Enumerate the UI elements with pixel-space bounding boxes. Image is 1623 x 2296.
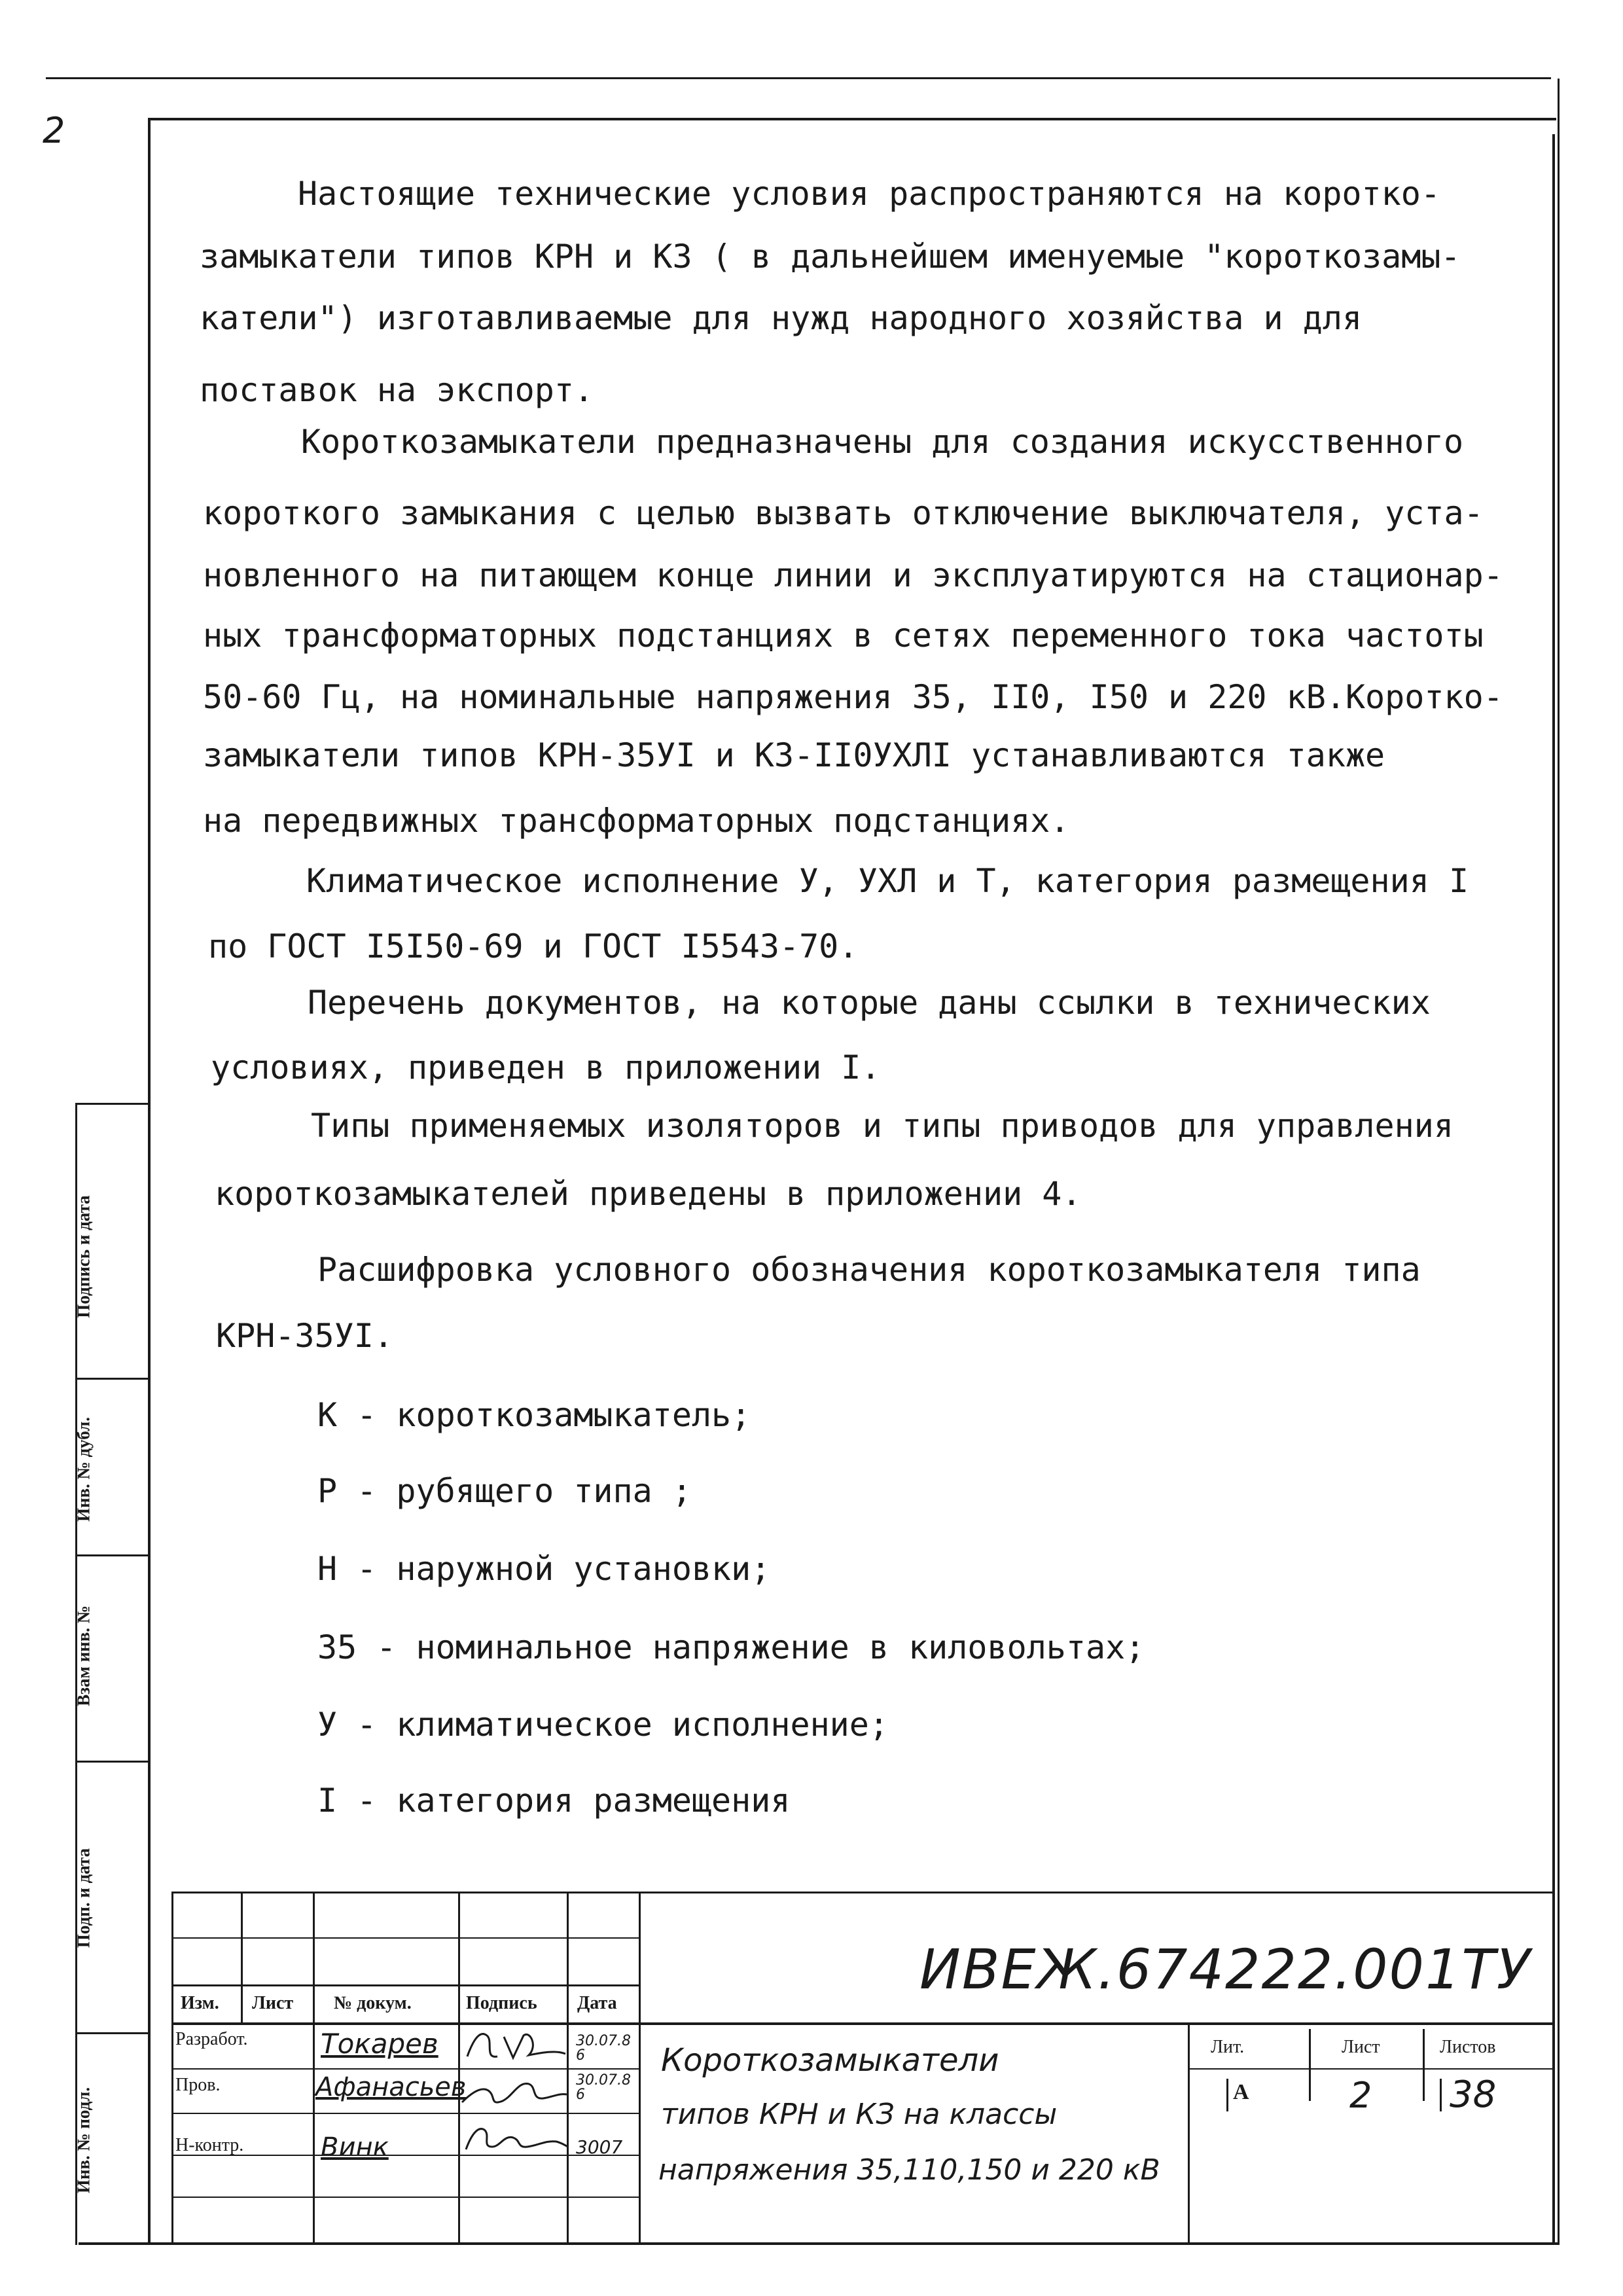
tb-row — [171, 2068, 640, 2070]
tb-sheets-value: 38 — [1450, 2073, 1497, 2116]
body-line: замыкатели типов КРН-35УI и КЗ-II0УХЛI устанавливаются также — [203, 736, 1385, 774]
body-line: катели") изготавливаемые для нужд народного хозяйства и для — [200, 299, 1363, 337]
body-line: на передвижных трансформаторных подстанциях. — [203, 802, 1070, 840]
page-marker: 2 — [43, 110, 65, 151]
frame-left — [148, 118, 151, 2245]
tb-date-norm-control: 3007 — [576, 2136, 623, 2158]
body-line: Расшифровка условного обозначения короткозамыкателя типа — [317, 1251, 1421, 1289]
body-line: Перечень документов, на которые даны ссылки в технических — [308, 984, 1431, 1022]
body-line: Климатическое исполнение У, УХЛ и Т, категория размещения I — [306, 862, 1469, 900]
tb-sheets-label: Листов — [1440, 2037, 1496, 2057]
body-line: Типы применяемых изоляторов и типы приводов для управления — [311, 1107, 1454, 1145]
tb-lit-box-left — [1226, 2079, 1228, 2111]
tb-name-checker: Афанасьев — [315, 2072, 467, 2102]
top-rule-outer — [46, 77, 1551, 79]
legend-line: Р - рубящего типа ; — [317, 1472, 692, 1510]
body-line: 50-60 Гц, на номинальные напряжения 35, II0, I50 и 220 кВ.Коротко- — [203, 678, 1503, 716]
margin-divider-3 — [75, 1554, 149, 1556]
body-line: короткозамыкателей приведены в приложении 4. — [215, 1175, 1082, 1213]
legend-line: Н - наружной установки; — [317, 1550, 771, 1588]
tb-vline — [567, 1892, 569, 2244]
margin-field-sign-date: Подп. и дата — [73, 1848, 94, 1948]
tb-title-line: Короткозамыкатели — [661, 2042, 999, 2079]
body-line: по ГОСТ I5I50-69 и ГОСТ I5543-70. — [208, 927, 859, 965]
body-line: Короткозамыкатели предназначены для создания искусственного — [301, 423, 1464, 461]
tb-header-date: Дата — [577, 1993, 617, 2013]
tb-header-signature: Подпись — [466, 1993, 537, 2013]
tb-vline — [458, 1892, 460, 2244]
legend-line: К - короткозамыкатель; — [317, 1396, 751, 1434]
frame-bottom — [79, 2242, 1558, 2245]
body-line: поставок на экспорт. — [200, 371, 594, 409]
tb-title-line: напряжения 35,110,150 и 220 кВ — [658, 2153, 1160, 2187]
frame-right — [1552, 134, 1555, 2245]
margin-divider-4 — [75, 1761, 149, 1763]
tb-vline — [171, 1892, 173, 2244]
margin-field-signature-date: Подпись и дата — [73, 1195, 94, 1318]
body-line: замыкатели типов КРН и КЗ ( в дальнейшем именуемые "короткозамы- — [200, 238, 1461, 276]
tb-role-norm-control: Н-контр. — [175, 2135, 244, 2155]
tb-header-change: Изм. — [181, 1993, 219, 2013]
margin-field-orig-inv: Инв. № подл. — [73, 2087, 94, 2194]
tb-doc-code: ИВЕЖ.674222.001ТУ — [919, 1937, 1531, 2001]
tb-lit-label: Лит. — [1211, 2037, 1245, 2057]
tb-vline — [313, 1892, 315, 2244]
tb-name-developer: Токарев — [321, 2028, 438, 2060]
legend-line: 35 - номинальное напряжение в киловольтах; — [317, 1628, 1145, 1666]
body-line: КРН-35УI. — [216, 1317, 393, 1355]
margin-field-replace-inv: Взам инв. № — [73, 1605, 94, 1706]
tb-lit-row — [1188, 2068, 1554, 2070]
legend-line: I - категория размещения — [317, 1782, 791, 1820]
tb-role-developer: Разработ. — [175, 2029, 248, 2049]
tb-role-checker: Пров. — [175, 2075, 221, 2095]
body-line: новленного на питающем конце линии и эксплуатируются на стационар- — [203, 556, 1503, 594]
margin-field-dup-inv: Инв. № дубл. — [73, 1416, 94, 1522]
tb-sheet-value: 2 — [1349, 2075, 1372, 2116]
tb-vline — [1423, 2029, 1425, 2101]
tb-sheets-box-left — [1440, 2079, 1442, 2111]
margin-divider-1 — [75, 1103, 149, 1105]
legend-line: У - климатическое исполнение; — [317, 1706, 889, 1744]
tb-vline — [1188, 2022, 1190, 2244]
tb-title-line: типов КРН и КЗ на классы — [661, 2098, 1058, 2131]
tb-row — [171, 2197, 640, 2198]
tb-row — [171, 2113, 640, 2114]
body-line: условиях, приведен в приложении I. — [211, 1049, 881, 1086]
signature-checker — [458, 2070, 569, 2113]
tb-header-bottom — [171, 2022, 1554, 2025]
signature-developer — [458, 2024, 569, 2067]
tb-date-checker: 30.07.86 — [576, 2072, 631, 2103]
body-line: ных трансформаторных подстанциях в сетях переменного тока частоты — [203, 617, 1484, 655]
tb-vline — [639, 1892, 641, 2244]
signature-norm-control — [458, 2115, 569, 2159]
margin-divider-2 — [75, 1378, 149, 1380]
tb-lit-value: А — [1233, 2080, 1249, 2104]
tb-date-developer: 30.07.86 — [576, 2033, 631, 2064]
tb-header-doc-no: № докум. — [334, 1993, 412, 2013]
tb-vline — [241, 1892, 243, 2022]
tb-top — [171, 1892, 1554, 1893]
tb-vline — [1309, 2029, 1311, 2101]
frame-right-edge — [1558, 79, 1560, 2245]
tb-header-sheet: Лист — [252, 1993, 294, 2013]
margin-divider-5 — [75, 2032, 149, 2034]
frame-top — [149, 118, 1556, 120]
body-line: короткого замыкания с целью вызвать отключение выключателя, уста- — [203, 494, 1484, 532]
tb-sheet-label: Лист — [1342, 2037, 1380, 2057]
body-line: Настоящие технические условия распространяются на коротко- — [298, 175, 1440, 213]
tb-name-norm-control: Винк — [321, 2132, 389, 2162]
